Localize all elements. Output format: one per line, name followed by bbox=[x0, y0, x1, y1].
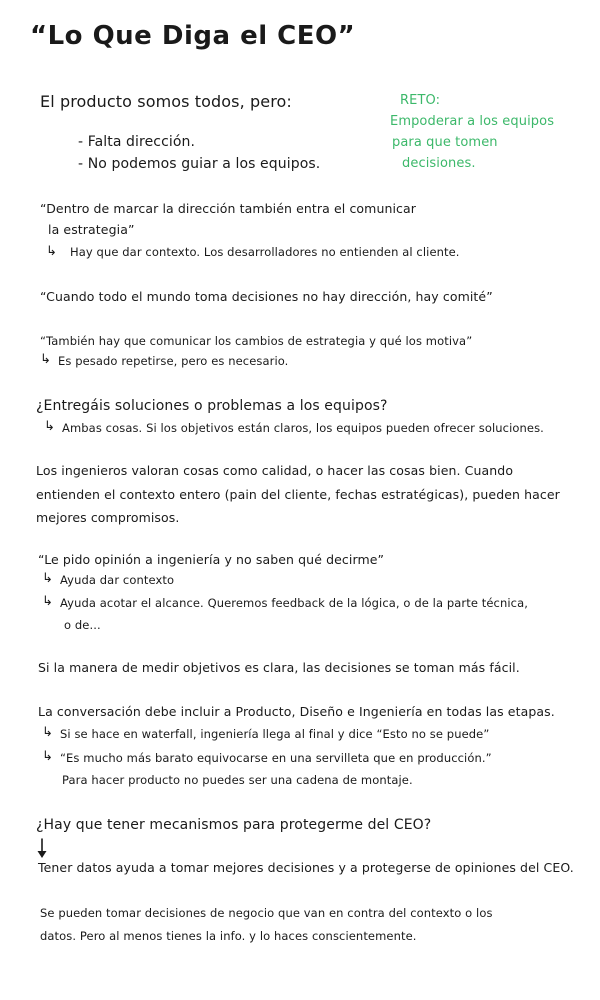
quote-line: “Le pido opinión a ingeniería y no saben qué decirme” bbox=[38, 552, 385, 567]
paragraph-line: La conversación debe incluir a Producto, Diseño e Ingeniería en todas las etapas. bbox=[38, 704, 555, 719]
quote-line: “Dentro de marcar la dirección también entra el comunicar bbox=[40, 201, 417, 216]
quote-line: “También hay que comunicar los cambios de estrategia y qué los motiva” bbox=[40, 334, 473, 348]
question-line: ¿Entregáis soluciones o problemas a los equipos? bbox=[36, 398, 388, 414]
intro-line: El producto somos todos, pero: bbox=[40, 92, 292, 111]
reto-label: RETO: bbox=[400, 93, 441, 108]
arrow-note: Hay que dar contexto. Los desarrolladores no entienden al cliente. bbox=[70, 245, 460, 259]
answer-line: Tener datos ayuda a tomar mejores decisiones y a protegerse de opiniones del CEO. bbox=[38, 860, 574, 875]
arrow-icon: ↳ bbox=[46, 244, 57, 259]
paragraph-line: Los ingenieros valoran cosas como calidad, o hacer las cosas bien. Cuando bbox=[36, 463, 514, 478]
arrow-note-continuation: o de... bbox=[64, 618, 101, 632]
arrow-note: Es pesado repetirse, pero es necesario. bbox=[58, 354, 289, 368]
intro-bullet: - No podemos guiar a los equipos. bbox=[78, 156, 321, 172]
arrow-icon: ↳ bbox=[44, 419, 55, 434]
arrow-note: Ambas cosas. Si los objetivos están claros, los equipos pueden ofrecer soluciones. bbox=[62, 421, 544, 435]
reto-line: Empoderar a los equipos bbox=[390, 114, 555, 129]
intro-bullet: - Falta dirección. bbox=[78, 134, 196, 150]
paragraph-line: Se pueden tomar decisiones de negocio que van en contra del contexto o los bbox=[40, 906, 493, 920]
paragraph-line: mejores compromisos. bbox=[36, 510, 180, 525]
arrow-note: Si se hace en waterfall, ingeniería llega al final y dice “Esto no se puede” bbox=[60, 727, 490, 741]
arrow-icon: ↳ bbox=[42, 725, 53, 740]
arrow-icon: ↳ bbox=[42, 749, 53, 764]
reto-line: decisiones. bbox=[402, 156, 476, 171]
paragraph-line: Si la manera de medir objetivos es clara, las decisiones se toman más fácil. bbox=[38, 660, 520, 675]
question-line: ¿Hay que tener mecanismos para protegerme del CEO? bbox=[36, 817, 432, 833]
arrow-icon: ↳ bbox=[42, 594, 53, 609]
paragraph-line: datos. Pero al menos tienes la info. y lo haces conscientemente. bbox=[40, 929, 417, 943]
arrow-note: Ayuda acotar el alcance. Queremos feedback de la lógica, o de la parte técnica, bbox=[60, 596, 528, 610]
quote-line: “Cuando todo el mundo toma decisiones no hay dirección, hay comité” bbox=[40, 289, 493, 304]
arrow-icon: ↳ bbox=[42, 571, 53, 586]
quote-line: la estrategia” bbox=[48, 222, 135, 237]
arrow-note: Ayuda dar contexto bbox=[60, 573, 175, 587]
reto-line: para que tomen bbox=[392, 135, 498, 150]
arrow-note: “Es mucho más barato equivocarse en una servilleta que en producción.” bbox=[60, 751, 492, 765]
down-arrow-icon bbox=[36, 838, 48, 860]
arrow-icon: ↳ bbox=[40, 352, 51, 367]
note-title: “Lo Que Diga el CEO” bbox=[30, 21, 356, 51]
arrow-note-continuation: Para hacer producto no puedes ser una cadena de montaje. bbox=[62, 773, 413, 787]
paragraph-line: entienden el contexto entero (pain del cliente, fechas estratégicas), pueden hacer bbox=[36, 487, 560, 502]
